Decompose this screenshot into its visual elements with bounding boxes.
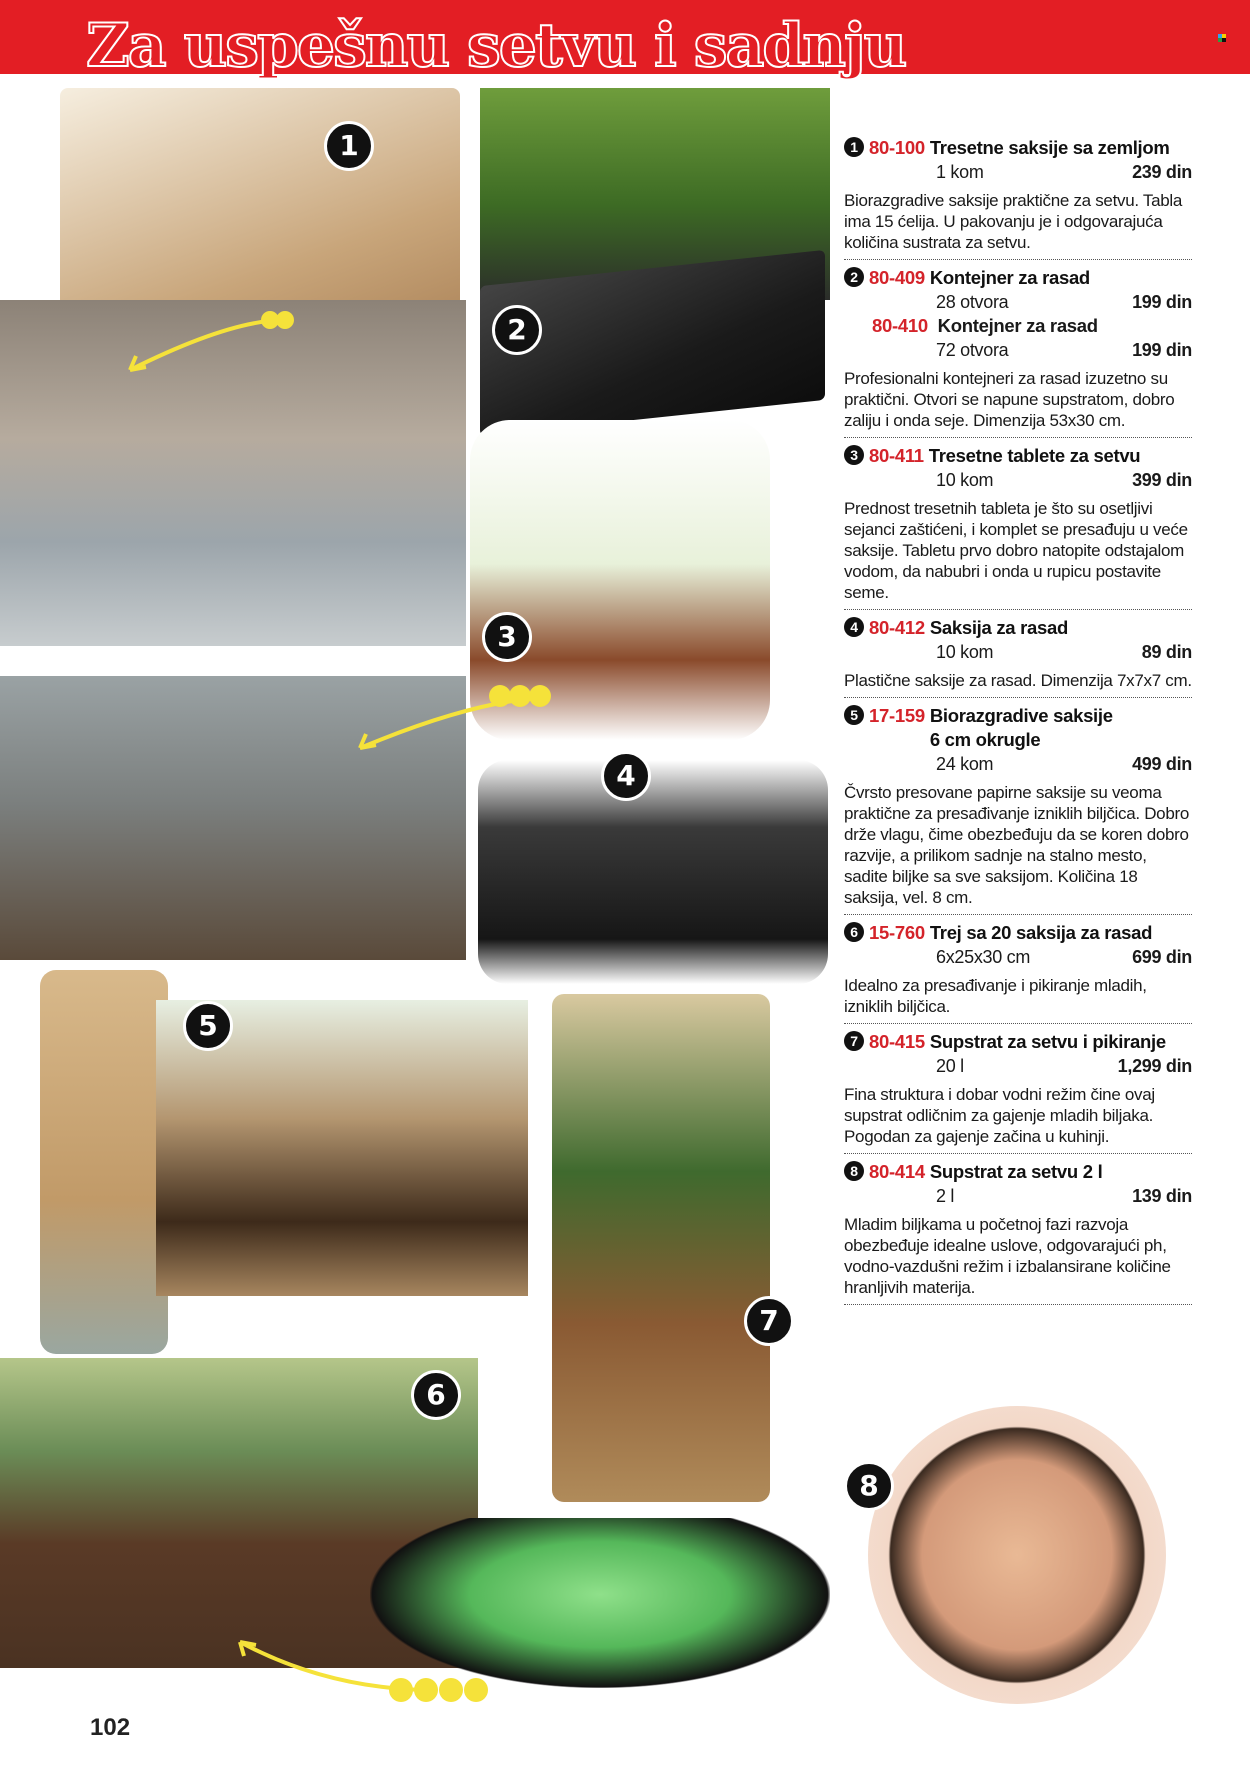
product-code: 80-411 — [869, 445, 924, 466]
badge-3: 3 — [482, 612, 532, 662]
product-heading — [844, 266, 1192, 290]
product-price: 699 din — [1132, 947, 1192, 967]
product-price: 399 din — [1132, 470, 1192, 490]
product-description: Biorazgradive saksije praktične za setvu. Tabla ima 15 ćelija. U pakovanju je i odgovarajuća količina sustrata za setvu. — [844, 191, 1183, 252]
product-qty: 2 l — [936, 1186, 955, 1206]
product-name: Supstrat za setvu 2 l — [929, 1161, 1103, 1182]
badge-1: 1 — [324, 121, 374, 171]
item-number: 8 — [844, 1161, 864, 1181]
header-banner — [0, 0, 1250, 81]
product-variant — [844, 640, 1192, 664]
product-qty: 20 l — [936, 1056, 964, 1076]
product-name-line: 6 cm okrugle — [929, 729, 1041, 750]
arrow-icon — [110, 300, 300, 380]
item-number: 3 — [844, 445, 864, 465]
substrate-bag-image — [552, 994, 770, 1502]
product-description: Profesionalni kontejneri za rasad izuzetno su praktični. Otvori se napune supstratom, dobro zaliju i onda seje. Dimenzija 53x30 cm. — [844, 369, 1175, 430]
product-name: Trej sa 20 saksija za rasad — [929, 922, 1153, 943]
product-heading — [844, 921, 1192, 945]
product-qty: 28 otvora — [936, 292, 1009, 312]
product-qty: 10 kom — [936, 642, 994, 662]
product-variant — [844, 1184, 1192, 1208]
page-title: Za uspešnu setvu i sadnju — [86, 11, 906, 81]
item-number: 2 — [844, 267, 864, 287]
item-number: 1 — [844, 137, 864, 157]
product-item-5 — [844, 704, 1192, 915]
product-variant — [844, 338, 1192, 362]
product-description: Idealno za presađivanje i pikiranje mladih, izniklih biljčica. — [844, 976, 1147, 1016]
product-price: 199 din — [1132, 340, 1192, 360]
page-number: 102 — [90, 1714, 131, 1741]
product-name: Tresetne saksije sa zemljom — [929, 137, 1170, 158]
product-item-6 — [844, 921, 1192, 1024]
product-item-4 — [844, 616, 1192, 698]
item-number: 6 — [844, 922, 864, 942]
biodegradable-pots-stack-image — [40, 970, 168, 1354]
product-heading — [844, 136, 1192, 160]
product-variant — [844, 752, 1192, 776]
product-subheading — [844, 314, 1192, 338]
product-name: Kontejner za rasad — [929, 267, 1090, 288]
product-name — [930, 704, 1113, 752]
product-code: 15-760 — [869, 922, 925, 943]
product-heading — [844, 1160, 1192, 1184]
badge-7: 7 — [744, 1296, 794, 1346]
product-variant — [844, 1054, 1192, 1078]
badge-2: 2 — [492, 305, 542, 355]
color-mark-icon — [1218, 34, 1226, 42]
product-price: 199 din — [1132, 292, 1192, 312]
product-code: 80-410 — [872, 315, 928, 336]
product-description: Čvrsto presovane papirne saksije su veoma praktične za presađivanje izniklih biljčica. Dobro drže vlagu, čime obezbeđuju da se koren dobro razvije, a prilikom sadnje na stalno mesto, sadite biljke sa sve saksijom. Količina 18 saksija, vel. 8 cm. — [844, 783, 1190, 907]
product-variant — [844, 945, 1192, 969]
product-qty: 6x25x30 cm — [936, 947, 1031, 967]
product-qty: 24 kom — [936, 754, 994, 774]
badge-4: 4 — [601, 751, 651, 801]
product-price: 499 din — [1132, 754, 1192, 774]
product-name: Supstrat za setvu i pikiranje — [929, 1031, 1166, 1052]
product-price: 239 din — [1132, 162, 1192, 182]
badge-8: 8 — [844, 1461, 894, 1511]
product-variant — [844, 290, 1192, 314]
product-price: 89 din — [1141, 642, 1192, 662]
product-item-3 — [844, 444, 1192, 610]
product-code: 80-412 — [869, 617, 925, 638]
product-code: 80-415 — [869, 1031, 925, 1052]
product-name-line: Biorazgradive saksije — [929, 705, 1113, 726]
product-heading — [844, 616, 1192, 640]
item-number: 5 — [844, 705, 864, 725]
product-list — [844, 136, 1192, 1311]
product-description: Prednost tresetnih tableta je što su osetljivi sejanci zaštićeni, i komplet se presađuju u veće saksije. Tabletu prvo dobro natopite odstajalom vodom, da nabubri i onda u rupicu postavite seme. — [844, 499, 1188, 602]
product-heading — [844, 1030, 1192, 1054]
product-description: Fina struktura i dobar vodni režim čine ovaj supstrat odličnim za gajenje mladih biljaka. Pogodan za gajenje začina u kuhinji. — [844, 1085, 1155, 1146]
product-name: Kontejner za rasad — [937, 315, 1098, 336]
product-description: Plastične saksije za rasad. Dimenzija 7x7x7 cm. — [844, 671, 1192, 690]
arrow-icon — [340, 676, 570, 766]
product-variant — [844, 468, 1192, 492]
product-heading — [844, 704, 1192, 752]
product-qty: 1 kom — [936, 162, 984, 182]
product-heading — [844, 444, 1192, 468]
product-code: 17-159 — [869, 705, 925, 726]
plastic-pots-image — [478, 760, 828, 984]
badge-6: 6 — [411, 1370, 461, 1420]
product-price: 1,299 din — [1117, 1056, 1192, 1076]
hands-soil-image — [868, 1406, 1166, 1704]
product-name: Saksija za rasad — [929, 617, 1068, 638]
product-item-7 — [844, 1030, 1192, 1154]
product-qty: 10 kom — [936, 470, 994, 490]
item-number: 4 — [844, 617, 864, 637]
item-number: 7 — [844, 1031, 864, 1051]
product-description: Mladim biljkama u početnoj fazi razvoja obezbeđuje idealne uslove, odgovarajući ph, vodno-vazdušni režim i izbalansirane količine hranljivih materija. — [844, 1215, 1171, 1297]
arrow-icon — [226, 1628, 526, 1718]
badge-5: 5 — [183, 1001, 233, 1051]
product-item-1 — [844, 136, 1192, 260]
product-code: 80-100 — [869, 137, 925, 158]
product-name: Tresetne tablete za setvu — [928, 445, 1141, 466]
product-qty: 72 otvora — [936, 340, 1009, 360]
product-item-2 — [844, 266, 1192, 438]
product-price: 139 din — [1132, 1186, 1192, 1206]
product-code: 80-409 — [869, 267, 925, 288]
product-code: 80-414 — [869, 1161, 925, 1182]
product-item-8 — [844, 1160, 1192, 1305]
product-variant — [844, 160, 1192, 184]
